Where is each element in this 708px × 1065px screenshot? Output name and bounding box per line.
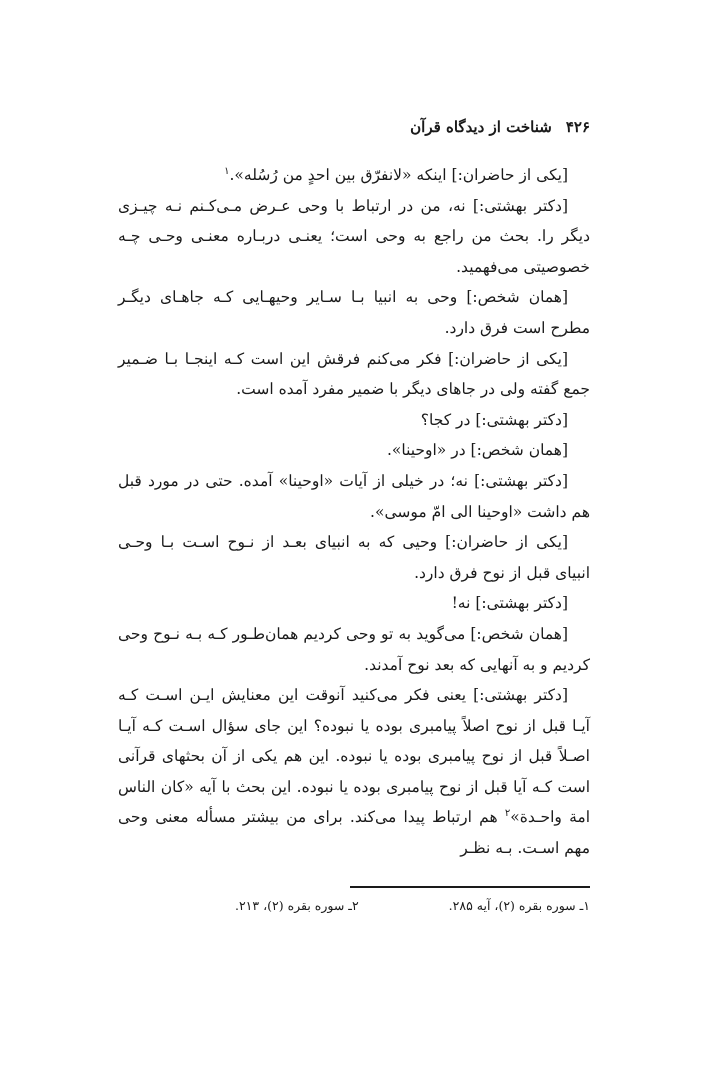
paragraph-7: [دکتر بهشتی:] نه؛ در خیلی از آیات «اوحینا» آمده. حتی در مورد قبل هم داشت «اوحینا الی امّ موسی». bbox=[118, 471, 590, 521]
paragraph-1-text: [یکی از حاضران:] اینکه «لانفرّق بین احدٍ من رُسُله». bbox=[229, 166, 568, 184]
body-text bbox=[118, 160, 590, 864]
page-number: ۴۲۶ bbox=[565, 118, 590, 136]
paragraph-8: [یکی از حاضران:] وحیی که به انبیای بعـد از نـوح اسـت بـا وحـی انبیای قبل از نوح فرق دارد. bbox=[118, 533, 590, 582]
running-title: شناخت از دیدگاه قرآن bbox=[410, 118, 552, 136]
paragraph-11-text: [دکتر بهشتی:] یعنی فکر می‌کنید آنوقت این معنایش ایـن اسـت کـه آیـا قبل از نوح اصلاً پیامبری بوده یا نبوده؟ این جای سؤال اسـت کـه آیـا اصـلاً قبل از نوح پیامبری بوده یا نبوده. این هم یکی از آن بحثهای قرآنی است کـه آیا قبل از نوح پیامبری بوده یا نبوده. این بحث با آیه «کان الناس امة واحـدة» bbox=[118, 686, 591, 827]
paragraph-9: [دکتر بهشتی:] نه! bbox=[451, 594, 568, 613]
footnotes bbox=[118, 898, 590, 913]
footnote-marker-1: ۱ bbox=[224, 165, 230, 177]
paragraph-2: [دکتر بهشتی:] نه، من در ارتباط با وحی عـرض مـی‌کـنم نـه چیـزی دیگر را. بحث من راجع به وحی است؛ یعنـی دربـاره معنـی وحـی چـه خصوصیتی می‌فهمید. bbox=[118, 196, 590, 276]
book-page bbox=[118, 118, 591, 913]
paragraph-3: [همان شخص:] وحی به انبیا بـا سـایر وحیهـایی کـه جاهـای دیگـر مطرح است فرق دارد. bbox=[118, 288, 590, 337]
footnote-2: ۲ـ سوره بقره (۲)، ۲۱۳. bbox=[234, 898, 359, 913]
footnote-1: ۱ـ سوره بقره (۲)، آیه ۲۸۵. bbox=[448, 898, 590, 913]
paragraph-5: [دکتر بهشتی:] در کجا؟ bbox=[420, 410, 568, 429]
paragraph-1 bbox=[118, 160, 590, 191]
footnote-divider bbox=[350, 886, 590, 888]
paragraph-11-tail: هم ارتباط پیدا می‌کند. برای من بیشتر مسأله معنی وحی مهم اسـت. بـه نظـر bbox=[118, 808, 590, 858]
paragraph-6: [همان شخص:] در «اوحینا». bbox=[386, 441, 568, 460]
paragraph-4: [یکی از حاضران:] فکر می‌کنم فرقش این است کـه اینجـا بـا ضـمیر جمع گفته ولی در جاهای دیگر با ضمیر مفرد آمده است. bbox=[118, 349, 590, 399]
running-head bbox=[118, 118, 590, 146]
paragraph-10: [همان شخص:] می‌گوید به تو وحی کردیم همان‌طـور کـه بـه نـوح وحی کردیم و به آنهایی که بعد نوح آمدند. bbox=[118, 624, 590, 674]
paragraph-11 bbox=[118, 680, 590, 864]
footnote-marker-2: ۲ bbox=[504, 808, 511, 820]
